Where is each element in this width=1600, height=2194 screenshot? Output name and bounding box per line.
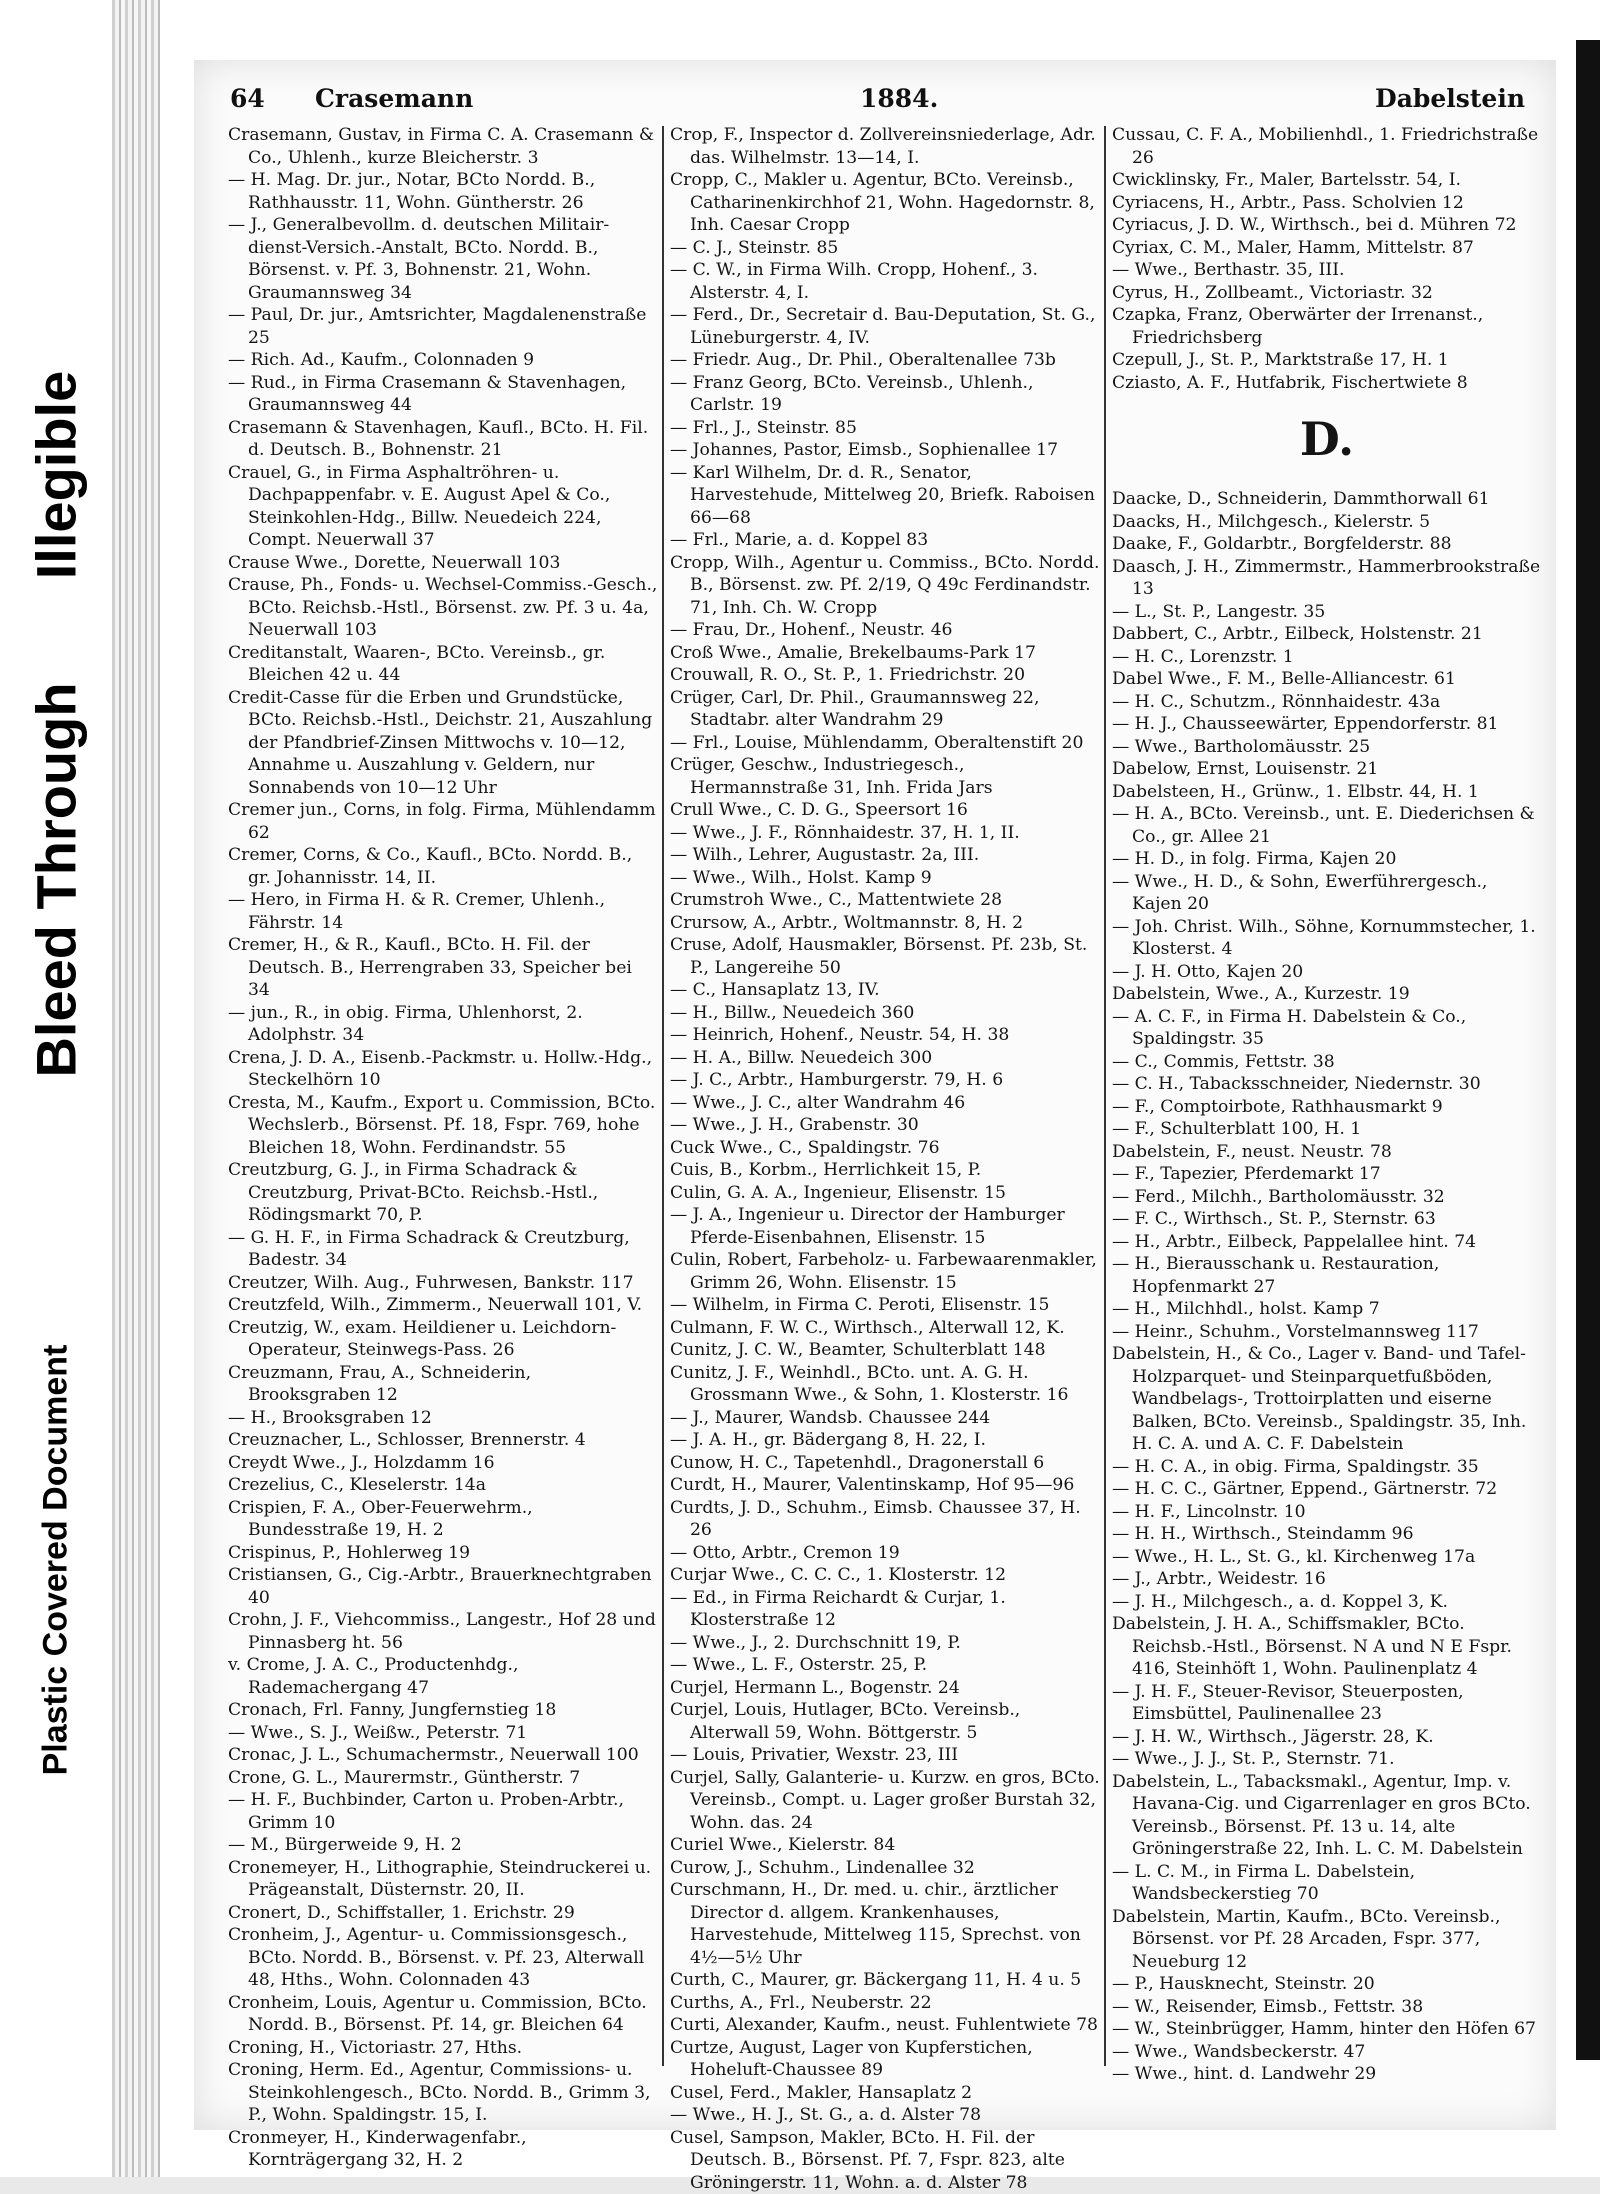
directory-entry: — Ed., in Firma Reichardt & Curjar, 1. Klosterstraße 12 bbox=[670, 1587, 1100, 1632]
directory-entry: Cunitz, J. C. W., Beamter, Schulterblatt 148 bbox=[670, 1339, 1100, 1362]
directory-entry: — F. C., Wirthsch., St. P., Sternstr. 63 bbox=[1112, 1208, 1542, 1231]
directory-entry: Crispien, F. A., Ober-Feuerwehrm., Bundesstraße 19, H. 2 bbox=[228, 1497, 658, 1542]
column-rule bbox=[1104, 126, 1106, 2066]
directory-entry: — C., Hansaplatz 13, IV. bbox=[670, 979, 1100, 1002]
directory-entry: Cusel, Ferd., Makler, Hansaplatz 2 bbox=[670, 2082, 1100, 2105]
directory-entry: Czepull, J., St. P., Marktstraße 17, H. 1 bbox=[1112, 349, 1542, 372]
directory-entry: Cropp, Wilh., Agentur u. Commiss., BCto. Nordd. B., Börsenst. zw. Pf. 2/19, Q 49c Ferdinandstr. 71, Inh. Ch. W. Cropp bbox=[670, 552, 1100, 620]
directory-entry: — Wwe., Wilh., Holst. Kamp 9 bbox=[670, 867, 1100, 890]
page-edges bbox=[112, 0, 160, 2177]
illegible-label: Illegible bbox=[24, 371, 89, 580]
directory-entry: Crumstroh Wwe., C., Mattentwiete 28 bbox=[670, 889, 1100, 912]
directory-entry: Cyriacus, J. D. W., Wirthsch., bei d. Mühren 72 bbox=[1112, 214, 1542, 237]
directory-entry: — Wilh., Lehrer, Augustastr. 2a, III. bbox=[670, 844, 1100, 867]
directory-entry: — Frl., Louise, Mühlendamm, Oberaltenstift 20 bbox=[670, 732, 1100, 755]
directory-entry: — Wilhelm, in Firma C. Peroti, Elisenstr. 15 bbox=[670, 1294, 1100, 1317]
directory-entry: Cwicklinsky, Fr., Maler, Bartelsstr. 54, I. bbox=[1112, 169, 1542, 192]
directory-entry: Curdt, H., Maurer, Valentinskamp, Hof 95—96 bbox=[670, 1474, 1100, 1497]
directory-entry: — C. W., in Firma Wilh. Cropp, Hohenf., 3. Alsterstr. 4, I. bbox=[670, 259, 1100, 304]
directory-entry: Crispinus, P., Hohlerweg 19 bbox=[228, 1542, 658, 1565]
directory-entry: — C. J., Steinstr. 85 bbox=[670, 237, 1100, 260]
directory-entry: Crouwall, R. O., St. P., 1. Friedrichstr. 20 bbox=[670, 664, 1100, 687]
year: 1884. bbox=[860, 84, 938, 113]
scanned-page bbox=[112, 0, 1600, 2177]
directory-entry: Creutzig, W., exam. Heildiener u. Leichdorn-Operateur, Steinwegs-Pass. 26 bbox=[228, 1317, 658, 1362]
directory-entry: — H. Mag. Dr. jur., Notar, BCto Nordd. B., Rathhausstr. 11, Wohn. Güntherstr. 26 bbox=[228, 169, 658, 214]
directory-entry: — Wwe., H. J., St. G., a. d. Alster 78 bbox=[670, 2104, 1100, 2127]
directory-entry: — Wwe., J. F., Rönnhaidestr. 37, H. 1, II. bbox=[670, 822, 1100, 845]
directory-entry: Cronert, D., Schiffstaller, 1. Erichstr. 29 bbox=[228, 1902, 658, 1925]
directory-entry: Cuck Wwe., C., Spaldingstr. 76 bbox=[670, 1137, 1100, 1160]
directory-entry: — Wwe., J. J., St. P., Sternstr. 71. bbox=[1112, 1748, 1542, 1771]
directory-entry: — C. H., Tabacksschneider, Niedernstr. 30 bbox=[1112, 1073, 1542, 1096]
directory-entry: — H. H., Wirthsch., Steindamm 96 bbox=[1112, 1523, 1542, 1546]
directory-entry: Curjel, Hermann L., Bogenstr. 24 bbox=[670, 1677, 1100, 1700]
directory-entry: — Wwe., L. F., Osterstr. 25, P. bbox=[670, 1654, 1100, 1677]
directory-entry: — J. C., Arbtr., Hamburgerstr. 79, H. 6 bbox=[670, 1069, 1100, 1092]
left-keyword: Crasemann bbox=[315, 84, 473, 113]
directory-entry: Curths, A., Frl., Neuberstr. 22 bbox=[670, 1992, 1100, 2015]
directory-entry: — Ferd., Milchh., Bartholomäusstr. 32 bbox=[1112, 1186, 1542, 1209]
directory-entry: Cunow, H. C., Tapetenhdl., Dragonerstall 6 bbox=[670, 1452, 1100, 1475]
directory-entry: Cronac, J. L., Schumachermstr., Neuerwall 100 bbox=[228, 1744, 658, 1767]
directory-entry: Cyriacens, H., Arbtr., Pass. Scholvien 12 bbox=[1112, 192, 1542, 215]
directory-entry: Creutzer, Wilh. Aug., Fuhrwesen, Bankstr. 117 bbox=[228, 1272, 658, 1295]
column-1 bbox=[228, 124, 658, 2114]
directory-entry: Crasemann & Stavenhagen, Kaufl., BCto. H. Fil. d. Deutsch. B., Bohnenstr. 21 bbox=[228, 417, 658, 462]
directory-entry: — Joh. Christ. Wilh., Söhne, Kornummstecher, 1. Klosterst. 4 bbox=[1112, 916, 1542, 961]
directory-entry: Dabelstein, Wwe., A., Kurzestr. 19 bbox=[1112, 983, 1542, 1006]
directory-entry: Crause Wwe., Dorette, Neuerwall 103 bbox=[228, 552, 658, 575]
plastic-covered-label: Plastic Covered Document bbox=[37, 1345, 76, 1776]
directory-entry: Curjar Wwe., C. C. C., 1. Klosterstr. 12 bbox=[670, 1564, 1100, 1587]
column-3 bbox=[1112, 124, 1542, 2114]
directory-entry: — Hero, in Firma H. & R. Cremer, Uhlenh., Fährstr. 14 bbox=[228, 889, 658, 934]
directory-entry: Cronemeyer, H., Lithographie, Steindruckerei u. Prägeanstalt, Düsternstr. 20, II. bbox=[228, 1857, 658, 1902]
directory-entry: Cruse, Adolf, Hausmakler, Börsenst. Pf. 23b, St. P., Langereihe 50 bbox=[670, 934, 1100, 979]
directory-entry: — L. C. M., in Firma L. Dabelstein, Wandsbeckerstieg 70 bbox=[1112, 1861, 1542, 1906]
directory-entry: Cusel, Sampson, Makler, BCto. H. Fil. der Deutsch. B., Börsenst. Pf. 7, Fspr. 823, alte Gröningerstr. 11, Wohn. a. d. Alster 78 bbox=[670, 2127, 1100, 2194]
directory-entry: Daacke, D., Schneiderin, Dammthorwall 61 bbox=[1112, 488, 1542, 511]
directory-entry: Croß Wwe., Amalie, Brekelbaums-Park 17 bbox=[670, 642, 1100, 665]
directory-entry: Curjel, Louis, Hutlager, BCto. Vereinsb., Alterwall 59, Wohn. Böttgerstr. 5 bbox=[670, 1699, 1100, 1744]
directory-entry: — J. A. H., gr. Bädergang 8, H. 22, I. bbox=[670, 1429, 1100, 1452]
directory-entry: — G. H. F., in Firma Schadrack & Creutzburg, Badestr. 34 bbox=[228, 1227, 658, 1272]
directory-entry: Daasch, J. H., Zimmermstr., Hammerbrookstraße 13 bbox=[1112, 556, 1542, 601]
directory-entry: — Wwe., Bartholomäusstr. 25 bbox=[1112, 736, 1542, 759]
directory-entry: Cremer, Corns, & Co., Kaufl., BCto. Nordd. B., gr. Johannisstr. 14, II. bbox=[228, 844, 658, 889]
directory-entry: Dabelstein, Martin, Kaufm., BCto. Vereinsb., Börsenst. vor Pf. 28 Arcaden, Fspr. 377, Neueburg 12 bbox=[1112, 1906, 1542, 1974]
directory-entry: — Wwe., J. H., Grabenstr. 30 bbox=[670, 1114, 1100, 1137]
directory-entry: Cussau, C. F. A., Mobilienhdl., 1. Friedrichstraße 26 bbox=[1112, 124, 1542, 169]
directory-entry: — Heinr., Schuhm., Vorstelmannsweg 117 bbox=[1112, 1321, 1542, 1344]
directory-entry: — Frl., Marie, a. d. Koppel 83 bbox=[670, 529, 1100, 552]
directory-entry: Dabelstein, L., Tabacksmakl., Agentur, Imp. v. Havana-Cig. und Cigarrenlager en gros BCto. Vereinsb., Börsenst. Pf. 13 u. 14, alte Gröningerstraße 22, Inh. L. C. M. Dabelstein bbox=[1112, 1771, 1542, 1861]
directory-entry: Dabbert, C., Arbtr., Eilbeck, Holstenstr. 21 bbox=[1112, 623, 1542, 646]
directory-entry: — H. C., Schutzm., Rönnhaidestr. 43a bbox=[1112, 691, 1542, 714]
directory-entry: Cyrus, H., Zollbeamt., Victoriastr. 32 bbox=[1112, 282, 1542, 305]
running-head bbox=[230, 84, 1525, 124]
directory-entry: — Karl Wilhelm, Dr. d. R., Senator, Harvestehude, Mittelweg 20, Briefk. Raboisen 66—68 bbox=[670, 462, 1100, 530]
directory-entry: Cronach, Frl. Fanny, Jungfernstieg 18 bbox=[228, 1699, 658, 1722]
directory-entry: Credit-Casse für die Erben und Grundstücke, BCto. Reichsb.-Hstl., Deichstr. 21, Auszahlung der Pfandbrief-Zinsen Mittwochs v. 10—12, Annahme u. Auszahlung v. Geldern, nur Sonnabends von 10—12 Uhr bbox=[228, 687, 658, 800]
directory-entry: — Franz Georg, BCto. Vereinsb., Uhlenh., Carlstr. 19 bbox=[670, 372, 1100, 417]
directory-entry: — H., Brooksgraben 12 bbox=[228, 1407, 658, 1430]
directory-entry: Croning, H., Victoriastr. 27, Hths. bbox=[228, 2037, 658, 2060]
column-3-top bbox=[1112, 124, 1542, 394]
directory-entry: — F., Comptoirbote, Rathhausmarkt 9 bbox=[1112, 1096, 1542, 1119]
bleed-through-label: Bleed Through bbox=[24, 682, 89, 1077]
directory-entry: — A. C. F., in Firma H. Dabelstein & Co., Spaldingstr. 35 bbox=[1112, 1006, 1542, 1051]
directory-entry: — Wwe., H. D., & Sohn, Ewerführergesch., Kajen 20 bbox=[1112, 871, 1542, 916]
directory-entry: — Wwe., hint. d. Landwehr 29 bbox=[1112, 2063, 1542, 2086]
directory-entry: Creydt Wwe., J., Holzdamm 16 bbox=[228, 1452, 658, 1475]
directory-entry: — Frl., J., Steinstr. 85 bbox=[670, 417, 1100, 440]
column-rule bbox=[662, 126, 664, 2066]
directory-entry: Cremer, H., & R., Kaufl., BCto. H. Fil. der Deutsch. B., Herrengraben 33, Speicher bei 34 bbox=[228, 934, 658, 1002]
directory-sheet bbox=[194, 60, 1556, 2130]
directory-entry: — Wwe., H. L., St. G., kl. Kirchenweg 17a bbox=[1112, 1546, 1542, 1569]
directory-entry: — H. C., Lorenzstr. 1 bbox=[1112, 646, 1542, 669]
directory-entry: — P., Hausknecht, Steinstr. 20 bbox=[1112, 1973, 1542, 1996]
directory-entry: Crone, G. L., Maurermstr., Güntherstr. 7 bbox=[228, 1767, 658, 1790]
directory-entry: Dabelstein, H., & Co., Lager v. Band- und Tafel-Holzparquet- und Steinparquetfußböden, Wandbelags-, Trottoirplatten und eiserne Balken, BCto. Vereinsb., Spaldingstr. 35, Inh. H. C. A. und A. C. F. Dabelstein bbox=[1112, 1343, 1542, 1456]
directory-entry: Cunitz, J. F., Weinhdl., BCto. unt. A. G. H. Grossmann Wwe., & Sohn, 1. Klosterstr. 16 bbox=[670, 1362, 1100, 1407]
directory-entry: — H. C. A., in obig. Firma, Spaldingstr. 35 bbox=[1112, 1456, 1542, 1479]
directory-entry: — Johannes, Pastor, Eimsb., Sophienallee 17 bbox=[670, 439, 1100, 462]
directory-entry: — J. H. Otto, Kajen 20 bbox=[1112, 961, 1542, 984]
directory-entry: — J., Generalbevollm. d. deutschen Militair-dienst-Versich.-Anstalt, BCto. Nordd. B., Börsenst. v. Pf. 3, Bohnenstr. 21, Wohn. Graumannsweg 34 bbox=[228, 214, 658, 304]
directory-entry: — J. H. F., Steuer-Revisor, Steuerposten, Eimsbüttel, Paulinenallee 23 bbox=[1112, 1681, 1542, 1726]
directory-entry: — H. A., BCto. Vereinsb., unt. E. Diederichsen & Co., gr. Allee 21 bbox=[1112, 803, 1542, 848]
directory-entry: — F., Schulterblatt 100, H. 1 bbox=[1112, 1118, 1542, 1141]
directory-entry: — H. C. C., Gärtner, Eppend., Gärtnerstr. 72 bbox=[1112, 1478, 1542, 1501]
directory-entry: — H., Arbtr., Eilbeck, Pappelallee hint. 74 bbox=[1112, 1231, 1542, 1254]
directory-entry: Crezelius, C., Kleselerstr. 14a bbox=[228, 1474, 658, 1497]
directory-entry: Creditanstalt, Waaren-, BCto. Vereinsb., gr. Bleichen 42 u. 44 bbox=[228, 642, 658, 687]
directory-entry: Cuis, B., Korbm., Herrlichkeit 15, P. bbox=[670, 1159, 1100, 1182]
directory-entry: — Ferd., Dr., Secretair d. Bau-Deputation, St. G., Lüneburgerstr. 4, IV. bbox=[670, 304, 1100, 349]
directory-entry: Culin, G. A. A., Ingenieur, Elisenstr. 15 bbox=[670, 1182, 1100, 1205]
directory-entry: — J., Maurer, Wandsb. Chaussee 244 bbox=[670, 1407, 1100, 1430]
directory-entry: Curtze, August, Lager von Kupferstichen, Hoheluft-Chaussee 89 bbox=[670, 2037, 1100, 2082]
directory-entry: — H., Bierausschank u. Restauration, Hopfenmarkt 27 bbox=[1112, 1253, 1542, 1298]
directory-entry: — Paul, Dr. jur., Amtsrichter, Magdalenenstraße 25 bbox=[228, 304, 658, 349]
directory-entry: Crena, J. D. A., Eisenb.-Packmstr. u. Hollw.-Hdg., Steckelhörn 10 bbox=[228, 1047, 658, 1092]
directory-entry: — Wwe., Berthastr. 35, III. bbox=[1112, 259, 1542, 282]
directory-entry: Crauel, G., in Firma Asphaltröhren- u. Dachpappenfabr. v. E. August Apel & Co., Steinkohlen-Hdg., Billw. Neuedeich 224, Compt. Neuerwall 37 bbox=[228, 462, 658, 552]
directory-entry: Crause, Ph., Fonds- u. Wechsel-Commiss.-Gesch., BCto. Reichsb.-Hstl., Börsenst. zw. Pf. 3 u. 4a, Neuerwall 103 bbox=[228, 574, 658, 642]
directory-entry: Cronheim, Louis, Agentur u. Commission, BCto. Nordd. B., Börsenst. Pf. 14, gr. Bleichen 64 bbox=[228, 1992, 658, 2037]
directory-entry: Curjel, Sally, Galanterie- u. Kurzw. en gros, BCto. Vereinsb., Compt. u. Lager großer Burstah 32, Wohn. das. 24 bbox=[670, 1767, 1100, 1835]
directory-entry: Culin, Robert, Farbeholz- u. Farbewaarenmakler, Grimm 26, Wohn. Elisenstr. 15 bbox=[670, 1249, 1100, 1294]
directory-entry: Daacks, H., Milchgesch., Kielerstr. 5 bbox=[1112, 511, 1542, 534]
directory-entry: — Louis, Privatier, Wexstr. 23, III bbox=[670, 1744, 1100, 1767]
directory-entry: Creuznacher, L., Schlosser, Brennerstr. 4 bbox=[228, 1429, 658, 1452]
directory-entry: — H. F., Buchbinder, Carton u. Proben-Arbtr., Grimm 10 bbox=[228, 1789, 658, 1834]
directory-entry: Dabelstein, F., neust. Neustr. 78 bbox=[1112, 1141, 1542, 1164]
section-letter: D. bbox=[1112, 404, 1542, 474]
directory-entry: — W., Steinbrügger, Hamm, hinter den Höfen 67 bbox=[1112, 2018, 1542, 2041]
column-3-bottom bbox=[1112, 488, 1542, 2086]
directory-entry: Crüger, Carl, Dr. Phil., Graumannsweg 22, Stadtabr. alter Wandrahm 29 bbox=[670, 687, 1100, 732]
directory-entry: Cziasto, A. F., Hutfabrik, Fischertwiete 8 bbox=[1112, 372, 1542, 395]
directory-entry: Cresta, M., Kaufm., Export u. Commission, BCto. Wechslerb., Börsenst. Pf. 18, Fspr. 769, hohe Bleichen 18, Wohn. Ferdinandstr. 55 bbox=[228, 1092, 658, 1160]
directory-entry: — L., St. P., Langestr. 35 bbox=[1112, 601, 1542, 624]
directory-entry: — J. H. W., Wirthsch., Jägerstr. 28, K. bbox=[1112, 1726, 1542, 1749]
directory-entry: — J. A., Ingenieur u. Director der Hamburger Pferde-Eisenbahnen, Elisenstr. 15 bbox=[670, 1204, 1100, 1249]
directory-entry: Cyriax, C. M., Maler, Hamm, Mittelstr. 87 bbox=[1112, 237, 1542, 260]
directory-entry: Crasemann, Gustav, in Firma C. A. Crasemann & Co., Uhlenh., kurze Bleicherstr. 3 bbox=[228, 124, 658, 169]
directory-entry: Croning, Herm. Ed., Agentur, Commissions- u. Steinkohlengesch., BCto. Nordd. B., Grimm 3, P., Wohn. Spaldingstr. 15, I. bbox=[228, 2059, 658, 2127]
directory-entry: — Frau, Dr., Hohenf., Neustr. 46 bbox=[670, 619, 1100, 642]
directory-entry: — Rich. Ad., Kaufm., Colonnaden 9 bbox=[228, 349, 658, 372]
directory-entry: — Wwe., Wandsbeckerstr. 47 bbox=[1112, 2041, 1542, 2064]
directory-entry: — H. A., Billw. Neuedeich 300 bbox=[670, 1047, 1100, 1070]
directory-entry: Czapka, Franz, Oberwärter der Irrenanst., Friedrichsberg bbox=[1112, 304, 1542, 349]
directory-entry: Cropp, C., Makler u. Agentur, BCto. Vereinsb., Catharinenkirchhof 21, Wohn. Hagedornstr. 8, Inh. Caesar Cropp bbox=[670, 169, 1100, 237]
directory-entry: Creuzmann, Frau, A., Schneiderin, Brooksgraben 12 bbox=[228, 1362, 658, 1407]
directory-entry: Dabelstein, J. H. A., Schiffsmakler, BCto. Reichsb.-Hstl., Börsenst. N A und N E Fspr. 416, Steinhöft 1, Wohn. Paulinenplatz 4 bbox=[1112, 1613, 1542, 1681]
directory-entry: Cronheim, J., Agentur- u. Commissionsgesch., BCto. Nordd. B., Börsenst. v. Pf. 23, Alterwall 48, Hths., Wohn. Colonnaden 43 bbox=[228, 1924, 658, 1992]
directory-entry: Curiel Wwe., Kielerstr. 84 bbox=[670, 1834, 1100, 1857]
directory-entry: Cremer jun., Corns, in folg. Firma, Mühlendamm 62 bbox=[228, 799, 658, 844]
directory-entry: — Wwe., J. C., alter Wandrahm 46 bbox=[670, 1092, 1100, 1115]
directory-entry: Creutzburg, G. J., in Firma Schadrack & Creutzburg, Privat-BCto. Reichsb.-Hstl., Rödingsmarkt 70, P. bbox=[228, 1159, 658, 1227]
directory-entry: Curschmann, H., Dr. med. u. chir., ärztlicher Director d. allgem. Krankenhauses, Harvestehude, Mittelweg 115, Sprechst. von 4½—5½ Uhr bbox=[670, 1879, 1100, 1969]
directory-entry: Curow, J., Schuhm., Lindenallee 32 bbox=[670, 1857, 1100, 1880]
directory-entry: — Heinrich, Hohenf., Neustr. 54, H. 38 bbox=[670, 1024, 1100, 1047]
directory-entry: Daake, F., Goldarbtr., Borgfelderstr. 88 bbox=[1112, 533, 1542, 556]
directory-entry: Dabelsteen, H., Grünw., 1. Elbstr. 44, H. 1 bbox=[1112, 781, 1542, 804]
directory-entry: — H. D., in folg. Firma, Kajen 20 bbox=[1112, 848, 1542, 871]
side-label-panel bbox=[0, 0, 112, 2177]
directory-entry: — W., Reisender, Eimsb., Fettstr. 38 bbox=[1112, 1996, 1542, 2019]
directory-entry: — jun., R., in obig. Firma, Uhlenhorst, 2. Adolphstr. 34 bbox=[228, 1002, 658, 1047]
right-keyword: Dabelstein bbox=[1375, 84, 1525, 113]
directory-entry: Cronmeyer, H., Kinderwagenfabr., Kornträgergang 32, H. 2 bbox=[228, 2127, 658, 2172]
directory-entry: Curth, C., Maurer, gr. Bäckergang 11, H. 4 u. 5 bbox=[670, 1969, 1100, 1992]
directory-entry: Dabel Wwe., F. M., Belle-Alliancestr. 61 bbox=[1112, 668, 1542, 691]
directory-entry: — F., Tapezier, Pferdemarkt 17 bbox=[1112, 1163, 1542, 1186]
directory-entry: Dabelow, Ernst, Louisenstr. 21 bbox=[1112, 758, 1542, 781]
directory-entry: — Otto, Arbtr., Cremon 19 bbox=[670, 1542, 1100, 1565]
directory-entry: Crüger, Geschw., Industriegesch., Hermannstraße 31, Inh. Frida Jars bbox=[670, 754, 1100, 799]
page-number: 64 bbox=[230, 84, 265, 113]
column-2 bbox=[670, 124, 1100, 2114]
directory-entry: Crull Wwe., C. D. G., Speersort 16 bbox=[670, 799, 1100, 822]
directory-entry: Curdts, J. D., Schuhm., Eimsb. Chaussee 37, H. 26 bbox=[670, 1497, 1100, 1542]
directory-entry: Crop, F., Inspector d. Zollvereinsniederlage, Adr. das. Wilhelmstr. 13—14, I. bbox=[670, 124, 1100, 169]
facing-page-edge bbox=[1570, 40, 1600, 2060]
directory-entry: Culmann, F. W. C., Wirthsch., Alterwall 12, K. bbox=[670, 1317, 1100, 1340]
directory-entry: Curti, Alexander, Kaufm., neust. Fuhlentwiete 78 bbox=[670, 2014, 1100, 2037]
directory-entry: — M., Bürgerweide 9, H. 2 bbox=[228, 1834, 658, 1857]
directory-entry: — Wwe., S. J., Weißw., Peterstr. 71 bbox=[228, 1722, 658, 1745]
directory-entry: — H., Billw., Neuedeich 360 bbox=[670, 1002, 1100, 1025]
directory-entry: — Rud., in Firma Crasemann & Stavenhagen, Graumannsweg 44 bbox=[228, 372, 658, 417]
directory-entry: — H. J., Chausseewärter, Eppendorferstr. 81 bbox=[1112, 713, 1542, 736]
directory-entry: — H. F., Lincolnstr. 10 bbox=[1112, 1501, 1542, 1524]
directory-entry: — H., Milchhdl., holst. Kamp 7 bbox=[1112, 1298, 1542, 1321]
directory-entry: — J. H., Milchgesch., a. d. Koppel 3, K. bbox=[1112, 1591, 1542, 1614]
directory-entry: Cristiansen, G., Cig.-Arbtr., Brauerknechtgraben 40 bbox=[228, 1564, 658, 1609]
directory-entry: Crursow, A., Arbtr., Woltmannstr. 8, H. 2 bbox=[670, 912, 1100, 935]
directory-entry: — Wwe., J., 2. Durchschnitt 19, P. bbox=[670, 1632, 1100, 1655]
directory-entry: — Friedr. Aug., Dr. Phil., Oberaltenallee 73b bbox=[670, 349, 1100, 372]
directory-entry: Crohn, J. F., Viehcommiss., Langestr., Hof 28 und Pinnasberg ht. 56 bbox=[228, 1609, 658, 1654]
directory-entry: — C., Commis, Fettstr. 38 bbox=[1112, 1051, 1542, 1074]
directory-entry: v. Crome, J. A. C., Productenhdg., Rademachergang 47 bbox=[228, 1654, 658, 1699]
directory-entry: Creutzfeld, Wilh., Zimmerm., Neuerwall 101, V. bbox=[228, 1294, 658, 1317]
directory-entry: — J., Arbtr., Weidestr. 16 bbox=[1112, 1568, 1542, 1591]
